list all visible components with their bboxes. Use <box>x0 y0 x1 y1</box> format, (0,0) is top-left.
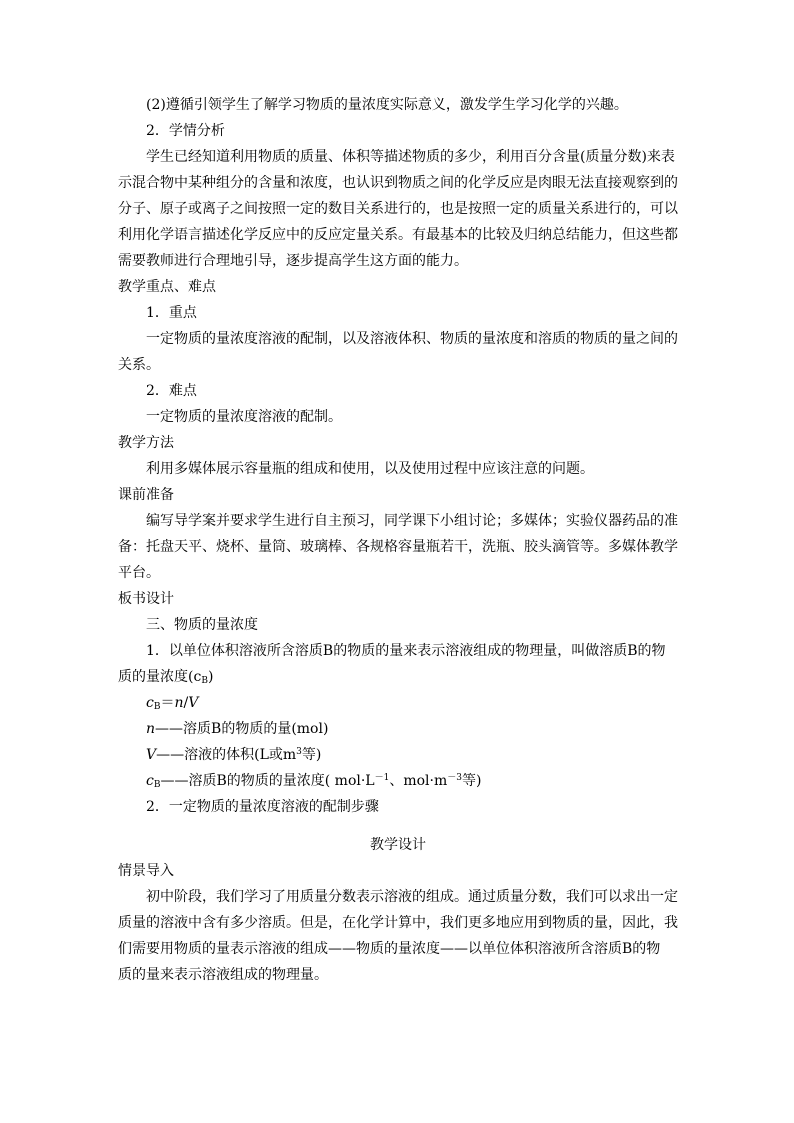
section-heading-board-design: 板书设计 <box>118 591 174 607</box>
definition-line <box>118 664 678 690</box>
slash: / <box>183 695 189 711</box>
superscript: －1 <box>374 773 390 783</box>
goal-2-paragraph: (2)遵循引领学生了解学习物质的量浓度实际意义，激发学生学习化学的兴趣。 <box>146 97 628 113</box>
section-title-teaching-design: 教学设计 <box>370 837 426 853</box>
paragraph-line: 一定物质的量浓度溶液的配制。 <box>146 409 342 425</box>
subheading-steps: 2．一定物质的量浓度溶液的配制步骤 <box>146 799 379 815</box>
definition-text: 质的量浓度(c <box>118 669 202 685</box>
paragraph-line: 学生已经知道利用物质的质量、体积等描述物质的多少，利用百分含量(质量分数)来表 <box>146 149 675 165</box>
paragraph-line: 质的量来表示溶液组成的物理量。 <box>118 967 328 983</box>
paragraph-line: 备：托盘天平、烧杯、量筒、玻璃棒、各规格容量瓶若干，洗瓶、胶头滴管等。多媒体教学 <box>118 539 678 555</box>
symbol-c: c <box>146 773 154 789</box>
paragraph-line: 需要教师进行合理地引导，逐步提高学生这方面的能力。 <box>118 253 468 269</box>
formula-text-end: 等) <box>301 747 322 763</box>
paragraph-line: 1．以单位体积溶液所含溶质B的物质的量来表示溶液组成的物理量，叫做溶质B的物 <box>146 643 666 659</box>
equals-sign: ＝ <box>160 695 175 711</box>
paragraph-line: 示混合物中某种组分的含量和浓度，也认识到物质之间的化学反应是肉眼无法直接观察到的 <box>118 175 678 191</box>
paragraph-line: 分子、原子或离子之间按照一定的数目关系进行的，也是按照一定的质量关系进行的，可以 <box>118 201 678 217</box>
superscript: 3 <box>296 747 302 757</box>
formula-n-line <box>118 716 678 742</box>
paragraph-line: 关系。 <box>118 357 160 373</box>
paragraph-line: 利用多媒体展示容量瓶的组成和使用，以及使用过程中应该注意的问题。 <box>146 461 594 477</box>
section-heading-key-difficult: 教学重点、难点 <box>118 279 216 295</box>
subscript: B <box>201 676 208 686</box>
paragraph-line: 质量的溶液中含有多少溶质。但是，在化学计算中，我们更多地应用到物质的量，因此，我 <box>118 915 678 931</box>
formula-text: ——溶质B的物质的量(mol) <box>155 721 329 737</box>
symbol-n: n <box>146 721 156 737</box>
subheading-concentration: 三、物质的量浓度 <box>146 617 258 633</box>
section-heading-learner-analysis: 2．学情分析 <box>146 123 225 139</box>
paragraph-line: 利用化学语言描述化学反应中的反应定量关系。有最基本的比较及归纳总结能力，但这些都 <box>118 227 678 243</box>
superscript: －3 <box>447 773 462 783</box>
formula-text: ——溶液的体积(L或m <box>156 747 297 763</box>
symbol-v: V <box>188 695 199 711</box>
formula-text: 、mol·m <box>389 773 448 789</box>
section-heading-preparation: 课前准备 <box>118 487 174 503</box>
paragraph-line: 一定物质的量浓度溶液的配制，以及溶液体积、物质的量浓度和溶质的物质的量之间的 <box>146 331 678 347</box>
paragraph-line: 平台。 <box>118 565 160 581</box>
formula-main <box>118 690 678 716</box>
symbol-c: c <box>146 695 154 711</box>
document-page <box>118 92 678 988</box>
section-heading-scenario: 情景导入 <box>118 863 174 879</box>
formula-text: ——溶质B的物质的量浓度( mol·L <box>160 773 375 789</box>
paragraph-line: 们需要用物质的量表示溶液的组成——物质的量浓度——以单位体积溶液所含溶质B的物 <box>118 941 661 957</box>
subscript: B <box>153 780 161 790</box>
closing-paren: ) <box>207 669 214 685</box>
symbol-v: V <box>146 747 157 763</box>
symbol-n: n <box>174 695 184 711</box>
subheading-key-point: 1．重点 <box>146 305 197 321</box>
formula-c-line <box>118 768 678 794</box>
subheading-difficult-point: 2．难点 <box>146 383 197 399</box>
formula-text-end: 等) <box>462 773 482 789</box>
paragraph-line: 初中阶段，我们学习了用质量分数表示溶液的组成。通过质量分数，我们可以求出一定 <box>146 889 678 905</box>
formula-v-line <box>118 742 678 768</box>
paragraph-line: 编写导学案并要求学生进行自主预习，同学课下小组讨论；多媒体；实验仪器药品的准 <box>146 513 678 529</box>
section-heading-method: 教学方法 <box>118 435 174 451</box>
subscript: B <box>153 702 161 712</box>
